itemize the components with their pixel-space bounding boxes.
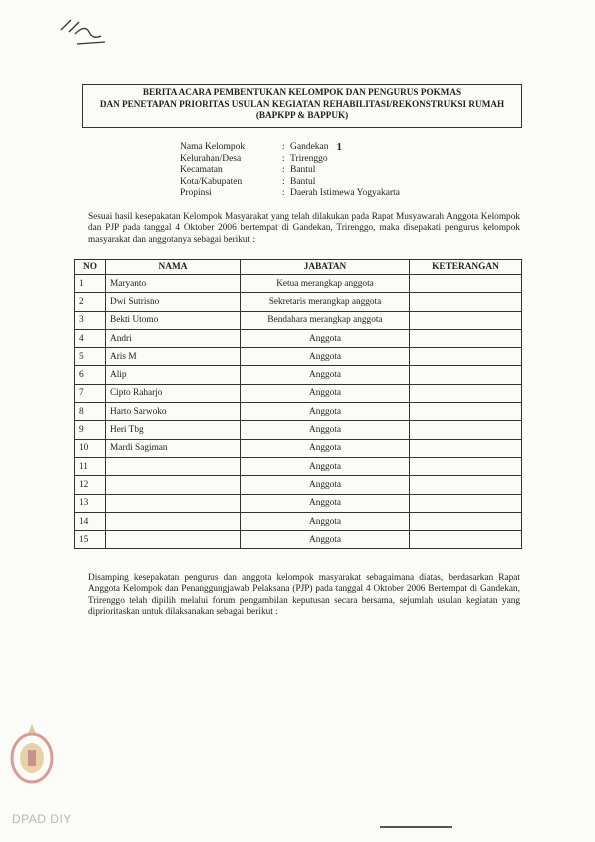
title-line-1: BERITA ACARA PEMBENTUKAN KELOMPOK DAN PENGURUS POKMAS xyxy=(142,87,462,97)
table-row xyxy=(75,311,522,329)
cell-jabatan: Anggota xyxy=(241,494,410,512)
table-row xyxy=(75,421,522,439)
cell-keterangan xyxy=(410,512,522,530)
info-value: Bantul xyxy=(290,176,316,187)
info-label: Kecamatan xyxy=(180,165,223,176)
table-row xyxy=(75,329,522,347)
cell-nama xyxy=(106,531,241,549)
cell-no: 13 xyxy=(75,494,106,512)
info-row-kecamatan xyxy=(180,165,400,177)
document-title-box xyxy=(82,84,522,128)
info-value: Trirenggo xyxy=(290,153,328,164)
footer-line xyxy=(380,826,452,828)
info-separator: : xyxy=(282,176,285,187)
intro-paragraph: Sesuai hasil kesepakatan Kelompok Masyarakat yang telah dilakukan pada Rapat Musyawarah Anggota Kelompok dan PJP pada tanggal 4 Oktober 2006 bertempat di Gandekan, Trirenggo, maka disepakati pengurus kelompok masyarakat dan anggotanya sebagai berikut : xyxy=(88,212,520,245)
cell-no: 14 xyxy=(75,512,106,530)
cell-nama xyxy=(106,476,241,494)
cell-nama: Mardi Sagiman xyxy=(106,439,241,457)
table-row xyxy=(75,512,522,530)
group-number: 1 xyxy=(336,141,343,153)
info-label: Propinsi xyxy=(180,188,212,199)
cell-nama xyxy=(106,494,241,512)
seal-emblem-icon xyxy=(6,720,58,790)
info-value: Daerah Istimewa Yogyakarta xyxy=(290,188,401,199)
cell-nama: Alip xyxy=(106,366,241,384)
cell-jabatan: Anggota xyxy=(241,384,410,402)
members-table xyxy=(74,259,522,549)
cell-keterangan xyxy=(410,366,522,384)
header-jabatan: JABATAN xyxy=(241,260,410,275)
title-line-2: DAN PENETAPAN PRIORITAS USULAN KEGIATAN REHABILITASI/REKONSTRUKSI RUMAH xyxy=(99,98,505,109)
cell-no: 7 xyxy=(75,384,106,402)
info-separator: : xyxy=(282,153,285,164)
cell-no: 12 xyxy=(75,476,106,494)
cell-jabatan: Bendahara merangkap anggota xyxy=(241,311,410,329)
cell-no: 3 xyxy=(75,311,106,329)
cell-no: 2 xyxy=(75,293,106,311)
cell-jabatan: Anggota xyxy=(241,348,410,366)
cell-no: 8 xyxy=(75,403,106,421)
info-separator: : xyxy=(282,165,285,176)
header-nama: NAMA xyxy=(106,260,241,275)
cell-keterangan xyxy=(410,311,522,329)
header-keterangan: KETERANGAN xyxy=(410,260,522,275)
cell-nama xyxy=(106,457,241,475)
info-value: Gandekan xyxy=(290,142,329,152)
table-row xyxy=(75,457,522,475)
cell-nama: Harto Sarwoko xyxy=(106,403,241,421)
cell-nama: Bekti Utomo xyxy=(106,311,241,329)
table-row xyxy=(75,531,522,549)
cell-keterangan xyxy=(410,439,522,457)
cell-jabatan: Anggota xyxy=(241,476,410,494)
cell-jabatan: Sekretaris merangkap anggota xyxy=(241,293,410,311)
closing-paragraph: Disamping kesepakatan pengurus dan anggota kelompok masyarakat sebagaimana diatas, berdasarkan Rapat Anggota Kelompok dan Penanggungjawab Pelaksana (PJP) pada tanggal 4 Oktober 2006 Bertempat di Gandekan, Trirenggo telah dipilih melalui forum pengambilan keputusan secara bersama, sejumlah usulan kegiatan yang diprioritaskan untuk dilaksanakan sebagai berikut : xyxy=(88,573,520,617)
table-header-row xyxy=(75,260,522,275)
table-row xyxy=(75,275,522,293)
cell-keterangan xyxy=(410,421,522,439)
info-label: Kelurahan/Desa xyxy=(180,153,242,164)
cell-keterangan xyxy=(410,531,522,549)
cell-no: 5 xyxy=(75,348,106,366)
table-row xyxy=(75,348,522,366)
handwritten-mark xyxy=(55,12,110,52)
cell-jabatan: Anggota xyxy=(241,457,410,475)
cell-nama: Heri Tbg xyxy=(106,421,241,439)
cell-no: 4 xyxy=(75,329,106,347)
info-separator: : xyxy=(282,188,285,199)
cell-nama: Aris M xyxy=(106,348,241,366)
cell-jabatan: Anggota xyxy=(241,512,410,530)
cell-no: 9 xyxy=(75,421,106,439)
cell-keterangan xyxy=(410,384,522,402)
cell-jabatan: Anggota xyxy=(241,329,410,347)
cell-keterangan xyxy=(410,457,522,475)
info-label: Nama Kelompok xyxy=(180,142,246,152)
cell-nama: Dwi Sutrisno xyxy=(106,293,241,311)
info-row-kelurahan xyxy=(180,154,400,166)
table-row xyxy=(75,366,522,384)
archive-watermark: DPAD DIY xyxy=(12,812,72,826)
cell-no: 6 xyxy=(75,366,106,384)
cell-nama: Cipto Raharjo xyxy=(106,384,241,402)
cell-jabatan: Anggota xyxy=(241,439,410,457)
cell-nama xyxy=(106,512,241,530)
cell-keterangan xyxy=(410,275,522,293)
cell-no: 10 xyxy=(75,439,106,457)
table-row xyxy=(75,494,522,512)
info-label: Kota/Kabupaten xyxy=(180,176,243,187)
cell-keterangan xyxy=(410,293,522,311)
table-row xyxy=(75,293,522,311)
info-row-kota xyxy=(180,177,400,189)
cell-keterangan xyxy=(410,403,522,421)
info-row-nama-kelompok xyxy=(180,142,400,154)
info-value: Bantul xyxy=(290,165,316,176)
cell-no: 1 xyxy=(75,275,106,293)
cell-keterangan xyxy=(410,348,522,366)
cell-jabatan: Ketua merangkap anggota xyxy=(241,275,410,293)
info-row-propinsi xyxy=(180,188,400,200)
table-row xyxy=(75,403,522,421)
table-row xyxy=(75,384,522,402)
header-no: NO xyxy=(75,260,106,275)
cell-keterangan xyxy=(410,494,522,512)
cell-nama: Andri xyxy=(106,329,241,347)
cell-nama: Maryanto xyxy=(106,275,241,293)
cell-keterangan xyxy=(410,329,522,347)
cell-jabatan: Anggota xyxy=(241,421,410,439)
group-info xyxy=(180,142,400,200)
table-row xyxy=(75,476,522,494)
title-line-3: (BAPKPP & BAPPUK) xyxy=(255,110,349,120)
info-separator: : xyxy=(282,142,285,152)
cell-jabatan: Anggota xyxy=(241,403,410,421)
cell-jabatan: Anggota xyxy=(241,531,410,549)
cell-no: 15 xyxy=(75,531,106,549)
cell-keterangan xyxy=(410,476,522,494)
cell-no: 11 xyxy=(75,457,106,475)
cell-jabatan: Anggota xyxy=(241,366,410,384)
table-row xyxy=(75,439,522,457)
